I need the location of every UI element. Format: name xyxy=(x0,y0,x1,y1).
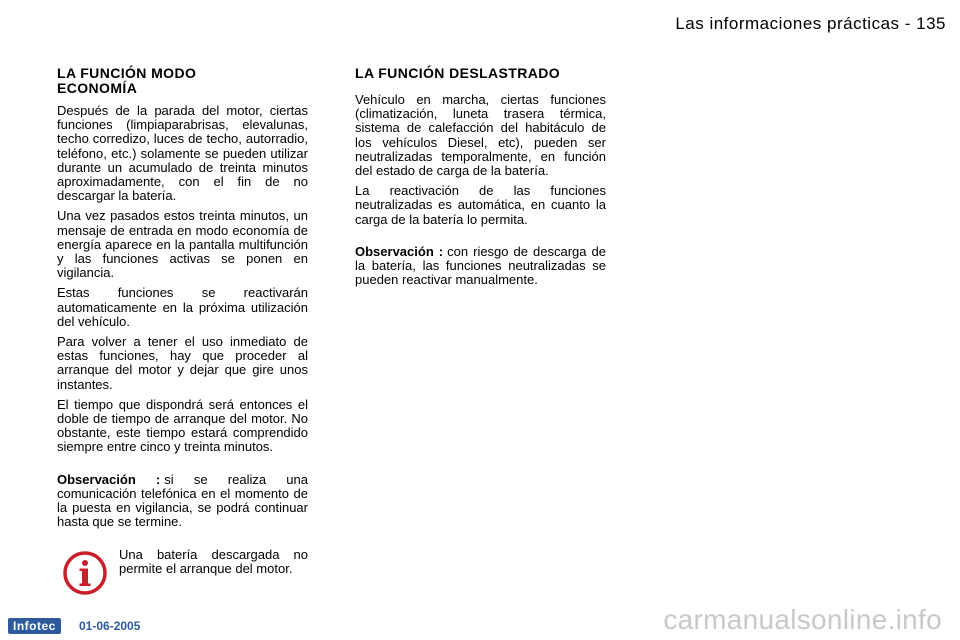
page-header-title: Las informaciones prácticas - 135 xyxy=(675,14,946,33)
info-note xyxy=(62,548,308,596)
section-heading-economy-mode: LA FUNCIÓN MODO ECONOMÍA xyxy=(57,65,197,96)
info-icon xyxy=(62,550,108,596)
paragraph: Para volver a tener el uso inmediato de estas funciones, hay que proceder al arranque del motor y dejar que gire unos instantes. xyxy=(57,334,308,392)
footer-date: 01-06-2005 xyxy=(79,619,141,633)
paragraph: Vehículo en marcha, ciertas funciones (climatización, luneta trasera térmica, sistema de calefacción del habitáculo de los vehículos Diesel, etc), pueden ser neutralizadas temporalmente, en función del estado de carga de la batería. xyxy=(355,92,606,179)
observation-paragraph xyxy=(57,473,308,530)
paragraph: La reactivación de las funciones neutralizadas es automática, en cuanto la carga de la batería lo permita. xyxy=(355,183,606,227)
observation-text: si se realiza una comunicación telefónica en el momento de la puesta en vigilancia, se podrá continuar hasta que se termine. xyxy=(57,471,308,530)
observation-label: Observación : xyxy=(57,471,161,487)
observation-paragraph xyxy=(355,245,606,288)
left-column xyxy=(57,66,308,535)
observation-text: con riesgo de descarga de la batería, las funciones neutralizadas se pueden reactivar manualmente. xyxy=(355,243,607,288)
observation-label: Observación : xyxy=(355,243,444,259)
paragraph: El tiempo que dispondrá será entonces el doble de tiempo de arranque del motor. No obstante, este tiempo estará comprendido siempre entre cinco y treinta minutos. xyxy=(57,396,308,455)
paragraph: Una vez pasados estos treinta minutos, un mensaje de entrada en modo economía de energía aparece en la pantalla multifunción y las funciones activas se ponen en vigilancia. xyxy=(57,208,308,281)
infotec-logo: Infotec xyxy=(8,618,61,634)
paragraph: Estas funciones se reactivarán automaticamente en la próxima utilización del vehículo. xyxy=(57,285,308,329)
right-column xyxy=(355,66,606,293)
watermark: carmanualsonline.info xyxy=(663,604,942,635)
info-note-text: Una batería descargada no permite el arranque del motor. xyxy=(119,547,308,577)
paragraph: Después de la parada del motor, ciertas funciones (limpiaparabrisas, elevalunas, techo corredizo, luces de techo, autorradio, teléfono, etc.) solamente se pueden utilizar durante un acumulado de treinta minutos aproximadamente, con el fin de no descargar la batería. xyxy=(57,103,308,204)
section-heading-load-shedding: LA FUNCIÓN DESLASTRADO xyxy=(355,65,561,81)
